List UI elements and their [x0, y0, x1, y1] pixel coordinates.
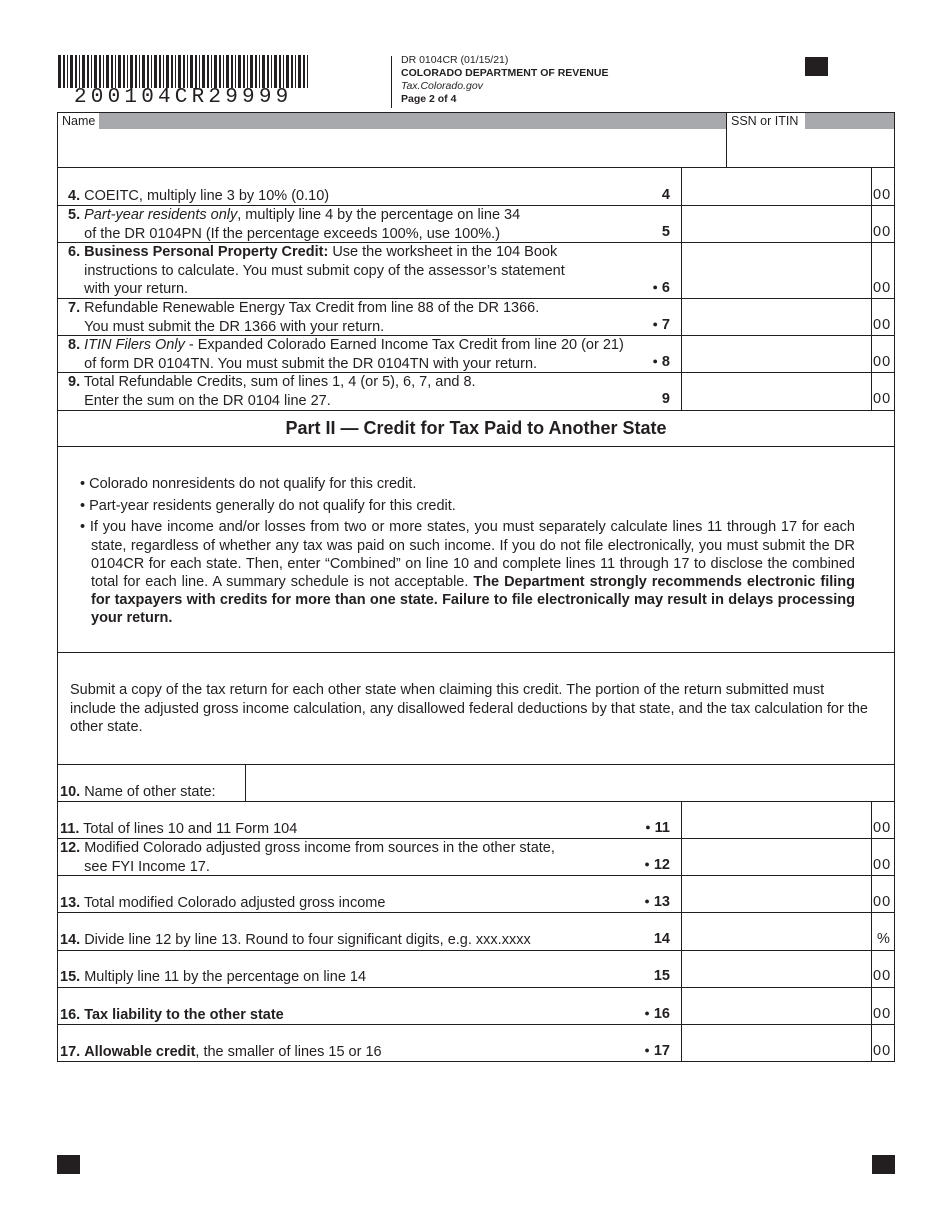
barcode-bar	[183, 55, 185, 88]
line-17-box-number: ● 17	[618, 1043, 670, 1059]
barcode-bar	[151, 55, 152, 88]
barcode-bar	[130, 55, 133, 88]
line-13-text: 13. Total modified Colorado adjusted gross income	[60, 895, 386, 911]
barcode-bar	[211, 55, 212, 88]
ssn-label: SSN or ITIN	[727, 113, 805, 129]
barcode-bar	[235, 55, 236, 88]
barcode-bar	[283, 55, 284, 88]
line-17-cents: 00	[873, 1043, 892, 1059]
line-11-amount-input[interactable]	[682, 802, 871, 838]
barcode-bar	[178, 55, 181, 88]
line-16-box-number: ● 16	[618, 1006, 670, 1022]
name-input[interactable]	[58, 130, 726, 167]
barcode-bar	[226, 55, 229, 88]
barcode-bar	[307, 55, 308, 88]
barcode-bar	[303, 55, 305, 88]
note-nonresidents: • Colorado nonresidents do not qualify for this credit.	[80, 476, 417, 492]
line-7-box-number: ● 7	[618, 317, 670, 333]
submit-instructions: Submit a copy of the tax return for each other state when claiming this credit. The portion of the return submitted must include the adjusted gross income calculation, any disallowed federal deductions by that state, and the tax calculation for the other state.	[70, 682, 868, 735]
line-8-text: 8. ITIN Filers Only - Expanded Colorado Earned Income Tax Credit from line 20 (or 21) of form DR 0104TN. You must submit the DR 0104TN with your return.	[68, 337, 624, 372]
line-9-text: 9. Total Refundable Credits, sum of lines 1, 4 (or 5), 6, 7, and 8. Enter the sum on the DR 0104 line 27.	[68, 374, 476, 409]
barcode-bar	[127, 55, 128, 88]
line-5-amount-input[interactable]	[682, 206, 871, 242]
line-12-box-number: ● 12	[618, 857, 670, 873]
barcode-image	[58, 55, 310, 88]
barcode-bar	[154, 55, 157, 88]
line-4-text: 4. COEITC, multiply line 3 by 10% (0.10)	[68, 188, 330, 204]
barcode-bar	[166, 55, 169, 88]
line-10-state-input[interactable]	[246, 765, 894, 801]
barcode-bar	[279, 55, 281, 88]
barcode-bar	[70, 55, 73, 88]
barcode-bar	[298, 55, 301, 88]
barcode-bar	[82, 55, 85, 88]
barcode-bar	[67, 55, 68, 88]
line-10-text: 10. Name of other state:	[60, 784, 216, 800]
line-8-box-number: ● 8	[618, 354, 670, 370]
line-17-amount-input[interactable]	[682, 1025, 871, 1061]
line-12-amount-input[interactable]	[682, 839, 871, 875]
barcode-bar	[231, 55, 233, 88]
barcode-bar	[147, 55, 149, 88]
line-5-box-number: 5	[661, 224, 670, 240]
barcode-bar	[123, 55, 125, 88]
barcode-bar	[94, 55, 97, 88]
barcode-bar	[250, 55, 253, 88]
line-15-amount-input[interactable]	[682, 951, 871, 987]
line-13-amount-input[interactable]	[682, 876, 871, 912]
line-16-cents: 00	[873, 1006, 892, 1022]
line-8-amount-input[interactable]	[682, 336, 871, 372]
barcode-bar	[199, 55, 200, 88]
barcode-bar	[219, 55, 221, 88]
registration-mark-bottom-right	[872, 1155, 895, 1174]
line-11-box-number: ● 11	[618, 820, 670, 836]
barcode-bar	[247, 55, 248, 88]
barcode-bar	[286, 55, 289, 88]
registration-mark-bottom-left	[57, 1155, 80, 1174]
line-11-cents: 00	[873, 820, 892, 836]
barcode-bar	[79, 55, 80, 88]
line-15-cents: 00	[873, 968, 892, 984]
line-11-text: 11. Total of lines 10 and 11 Form 104	[60, 821, 298, 837]
barcode-bar	[274, 55, 277, 88]
barcode-bar	[115, 55, 116, 88]
line-9-amount-input[interactable]	[682, 373, 871, 410]
barcode-bar	[259, 55, 260, 88]
line-12-text: 12. Modified Colorado adjusted gross income from sources in the other state, see FYI Income 17.	[60, 840, 555, 875]
line-9-box-number: 9	[661, 391, 670, 407]
page-number: Page 2 of 4	[401, 93, 457, 105]
line-17-text: 17. Allowable credit, the smaller of lines 15 or 16	[60, 1044, 382, 1060]
barcode-bar	[63, 55, 65, 88]
barcode-bar	[163, 55, 164, 88]
barcode-bar	[111, 55, 113, 88]
barcode-bar	[58, 55, 61, 88]
barcode-bar	[243, 55, 245, 88]
line-4-amount-input[interactable]	[682, 168, 871, 205]
line-14-text: 14. Divide line 12 by line 13. Round to four significant digits, e.g. xxx.xxxx	[60, 932, 531, 948]
barcode-bar	[139, 55, 140, 88]
website-link[interactable]: Tax.Colorado.gov	[401, 80, 483, 92]
barcode-bar	[99, 55, 101, 88]
barcode-bar	[75, 55, 77, 88]
barcode-bar	[135, 55, 137, 88]
part2-title: Part II — Credit for Tax Paid to Another State	[285, 418, 667, 438]
barcode-bar	[106, 55, 109, 88]
line-4-box-number: 4	[661, 187, 670, 203]
line-6-cents: 00	[873, 280, 892, 296]
barcode-bar	[271, 55, 272, 88]
header-divider	[391, 56, 392, 108]
barcode-number: 200104CR29999	[74, 86, 293, 109]
line-5-text: 5. Part-year residents only, multiply line 4 by the percentage on line 34 of the DR 0104PN (If the percentage exceeds 100%, use 100%.)	[68, 207, 521, 242]
note-multiple-states: • If you have income and/or losses from two or more states, you must separately calculate lines 11 through 17 for each state, regardless of whether any tax was paid on such income. If you do not file electronically, you must submit the DR 0104CR for each state. Then, enter “Combined” on line 10 and complete lines 11 through 17 to disclose the combined total for each line. A summary schedule is not acceptable. The Department strongly recommends electronic filing for taxpayers with credits for more than one state. Failure to file electronically may result in delays processing your return.	[80, 519, 855, 627]
line-13-box-number: ● 13	[618, 894, 670, 910]
barcode-bar	[291, 55, 293, 88]
line-7-amount-input[interactable]	[682, 299, 871, 335]
barcode-bar	[118, 55, 121, 88]
barcode-bar	[103, 55, 104, 88]
barcode-bar	[255, 55, 257, 88]
line-7-text: 7. Refundable Renewable Energy Tax Credit from line 88 of the DR 1366. You must submit the DR 1366 with your return.	[68, 300, 540, 335]
barcode-bar	[187, 55, 188, 88]
barcode-bar	[87, 55, 89, 88]
note-part-year: • Part-year residents generally do not qualify for this credit.	[80, 497, 456, 514]
barcode-bar	[190, 55, 193, 88]
barcode-bar	[214, 55, 217, 88]
line-5-cents: 00	[873, 224, 892, 240]
line-14-box-number: 14	[653, 931, 670, 947]
barcode-bar	[207, 55, 209, 88]
barcode-bar	[202, 55, 205, 88]
barcode-bar	[159, 55, 161, 88]
department-name: COLORADO DEPARTMENT OF REVENUE	[401, 67, 609, 79]
barcode-bar	[195, 55, 197, 88]
barcode-bar	[171, 55, 173, 88]
line-7-cents: 00	[873, 317, 892, 333]
barcode-bar	[91, 55, 92, 88]
barcode-bar	[142, 55, 145, 88]
barcode-bar	[238, 55, 241, 88]
line-9-cents: 00	[873, 391, 892, 407]
line-16-amount-input[interactable]	[682, 988, 871, 1024]
ssn-input[interactable]	[727, 130, 894, 167]
line-6-text: 6. Business Personal Property Credit: Use the worksheet in the 104 Book instructions to calculate. You must submit copy of the assessor’s statement with your return.	[68, 244, 565, 297]
part2-notes	[80, 475, 855, 631]
registration-mark-top-right	[805, 57, 828, 76]
line-6-amount-input[interactable]	[682, 243, 871, 298]
line-13-cents: 00	[873, 894, 892, 910]
name-label: Name	[58, 113, 99, 129]
line-15-text: 15. Multiply line 11 by the percentage on line 14	[60, 969, 367, 985]
form-id: DR 0104CR (01/15/21)	[401, 54, 509, 66]
line-12-cents: 00	[873, 857, 892, 873]
line-16-text: 16. Tax liability to the other state	[60, 1007, 284, 1023]
barcode-bar	[295, 55, 296, 88]
barcode-bar	[223, 55, 224, 88]
line-15-box-number: 15	[653, 968, 670, 984]
line-8-cents: 00	[873, 354, 892, 370]
line-6-box-number: ● 6	[618, 280, 670, 296]
line-14-percent-sign: %	[877, 931, 891, 947]
barcode-bar	[262, 55, 265, 88]
line-14-percent-input[interactable]	[682, 913, 871, 950]
barcode-bar	[175, 55, 176, 88]
line-4-cents: 00	[873, 187, 892, 203]
barcode-bar	[267, 55, 269, 88]
